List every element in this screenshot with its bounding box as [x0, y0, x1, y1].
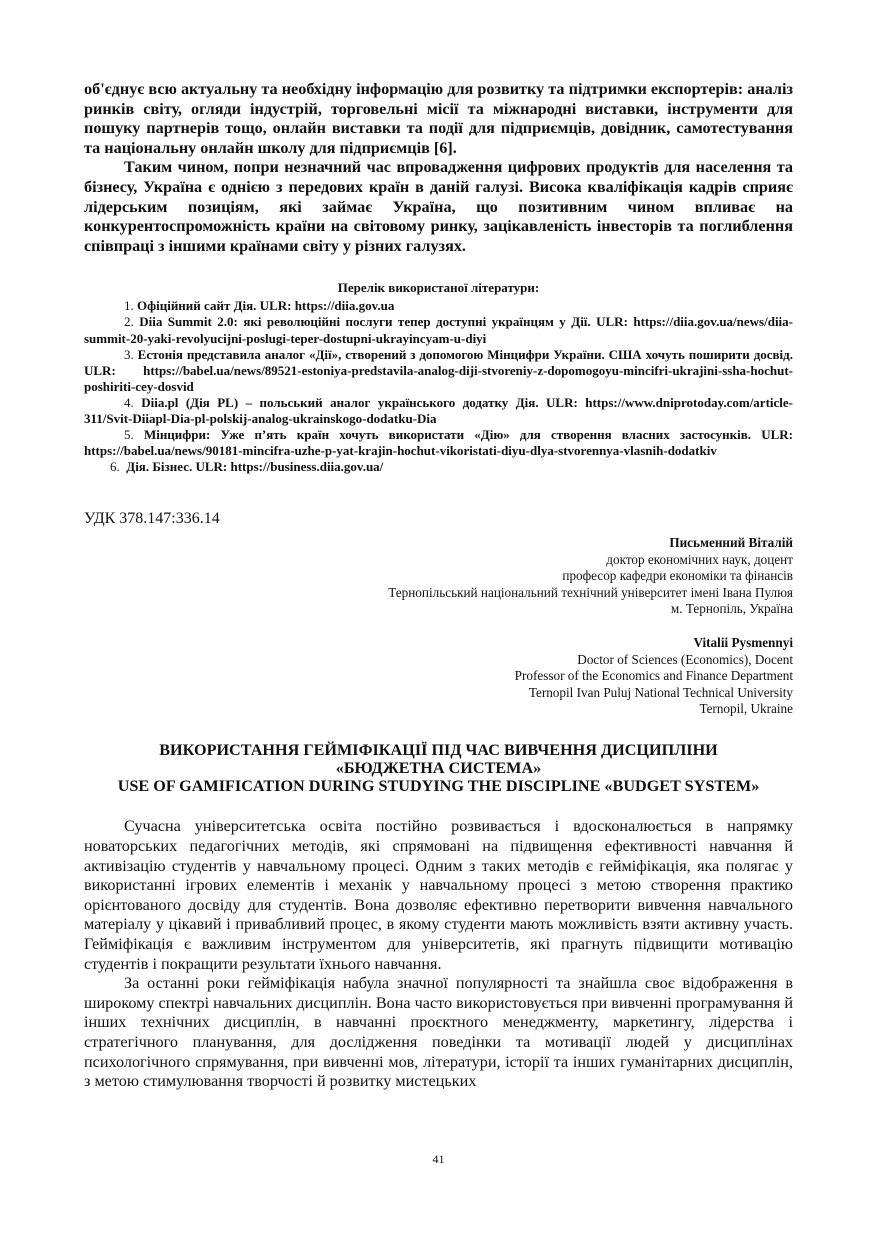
reference-item: 1. Офіційний сайт Дія. ULR: https://diia.gov.ua [124, 298, 395, 314]
author-degree: Doctor of Sciences (Economics), Docent [577, 651, 793, 667]
article-title [84, 741, 793, 795]
author-degree: доктор економічних наук, доцент [606, 551, 793, 567]
reference-item: 6. Дія. Бізнес. ULR: https://business.diia.gov.ua/ [110, 459, 384, 475]
author-city: м. Тернопіль, Україна [670, 601, 793, 616]
author-info-en [84, 635, 793, 717]
author-info-ua [84, 535, 793, 617]
references-title: Перелік використаної літератури: [337, 280, 540, 296]
author-position: Professor of the Economics and Finance Department [514, 668, 793, 684]
body-paragraph-1: Сучасна університетська освіта постійно розвивається і вдосконалюється в напрямку новаторських педагогічних методів, які спрямовані на підвищення ефективності навчання й активізацію студентів у навчальному процесі. Одним з таких методів є гейміфікація, яка полягає у використанні ігрових елементів і механік у навчальному процесі з метою створення практико орієнтованого досвіду для студентів. Вона дозволяє ефективно перетворити вивчення навчального матеріалу у цікавий і привабливий процес, в якому студенти мають можливість взяти активну участь. Гейміфікація є важливим інструментом для університетів, які прагнуть підвищити мотивацію студентів і покращити результати їхнього навчання. [84, 817, 793, 973]
page-number: 41 [432, 1152, 445, 1166]
title-en: USE OF GAMIFICATION DURING STUDYING THE DISCIPLINE «BUDGET SYSTEM» [117, 777, 760, 796]
intro-paragraph-2: Таким чином, попри незначний час впровадження цифрових продуктів для населення та бізнесу, Україна є однією з передових країн в даній галузі. Висока кваліфікація кадрів сприяє лідерським позиціям, які займає Україна, що позитивним чином впливає на конкурентоспроможність країни на світовому ринку, зацікавленість інвесторів та поглиблення співпраці з іншими країнами світу у різних галузях. [84, 158, 793, 255]
udk-code: УДК 378.147:336.14 [84, 510, 220, 528]
reference-item: 2. Diia Summit 2.0: які революційні послуги тепер доступні українцям у Дії. ULR: https://diia.gov.ua/news/diia-summit-20-yaki-revolyucijni-poslugi-teper-dostupni-ukrayincyam-u-diyi [84, 314, 793, 346]
author-city: Ternopil, Ukraine [699, 701, 793, 717]
author-university: Ternopil Ivan Puluj National Technical University [528, 684, 793, 700]
body-paragraph-2: За останні роки гейміфікація набула значної популярності та знайшла своє відображення в широкому спектрі навчальних дисциплін. Вона часто використовується при вивченні програмування й інших технічних дисциплін, в навчанні проєктного менеджменту, маркетингу, лідерства і стратегічного планування, для дослідження поведінки та мотивації людей у дисциплінах психологічного спрямування, при вивченні мов, літератури, історії та інших гуманітарних дисциплін, з метою стимулювання творчості й розвитку мистецьких [84, 974, 793, 1091]
reference-item: 4. Diia.pl (Дія PL) – польський аналог українського додатку Дія. ULR: https://www.dniprotoday.com/article-311/Svit-Diiapl-Dia-pl-polskij-analog-ukrainskogo-dodatku-Dia [84, 394, 794, 426]
author-name: Vitalii Pysmennyi [693, 635, 793, 651]
references-section [84, 280, 793, 475]
title-ua-line-1: ВИКОРИСТАННЯ ГЕЙМІФІКАЦІЇ ПІД ЧАС ВИВЧЕННЯ ДИСЦИПЛІНИ [159, 741, 718, 760]
intro-paragraph-1: об'єднує всю актуальну та необхідну інформацію для розвитку та підтримки експортерів: аналіз ринків світу, огляди індустрій, торговельні місії та міжнародні виставки, інструменти для пошуку партнерів тощо, онлайн виставки та події для підприємців, довідник, самотестування та національну онлайн школу для підприємців [6]. [84, 80, 793, 157]
reference-item: 5. Мінцифри: Уже п’ять країн хочуть використати «Дію» для створення власних застосунків. ULR: https://babel.ua/news/90181-mincifra-uzhe-p-yat-krajin-hochut-vikoristati-diyu-dlya-stvorennya-vlasnih-dodatkiv [84, 427, 794, 459]
author-university: Тернопільський національний технічний університет імені Івана Пулюя [388, 584, 793, 600]
author-position: професор кафедри економіки та фінансів [562, 568, 793, 584]
document-page [84, 80, 793, 1092]
reference-item: 3. Естонія представила аналог «Дії», створений з допомогою Мінцифри України. США хочуть поширити досвід. ULR: https://babel.ua/news/89521-estoniya-predstavila-analog-diji-stvoreniy-z-dopomogoyu-mincifri-ukrajini-ssha-hochut-poshiriti-cey-dosvid [84, 346, 793, 394]
author-name: Письменний Віталій [669, 535, 793, 551]
title-ua-line-2: «БЮДЖЕТНА СИСТЕМА» [335, 759, 542, 778]
